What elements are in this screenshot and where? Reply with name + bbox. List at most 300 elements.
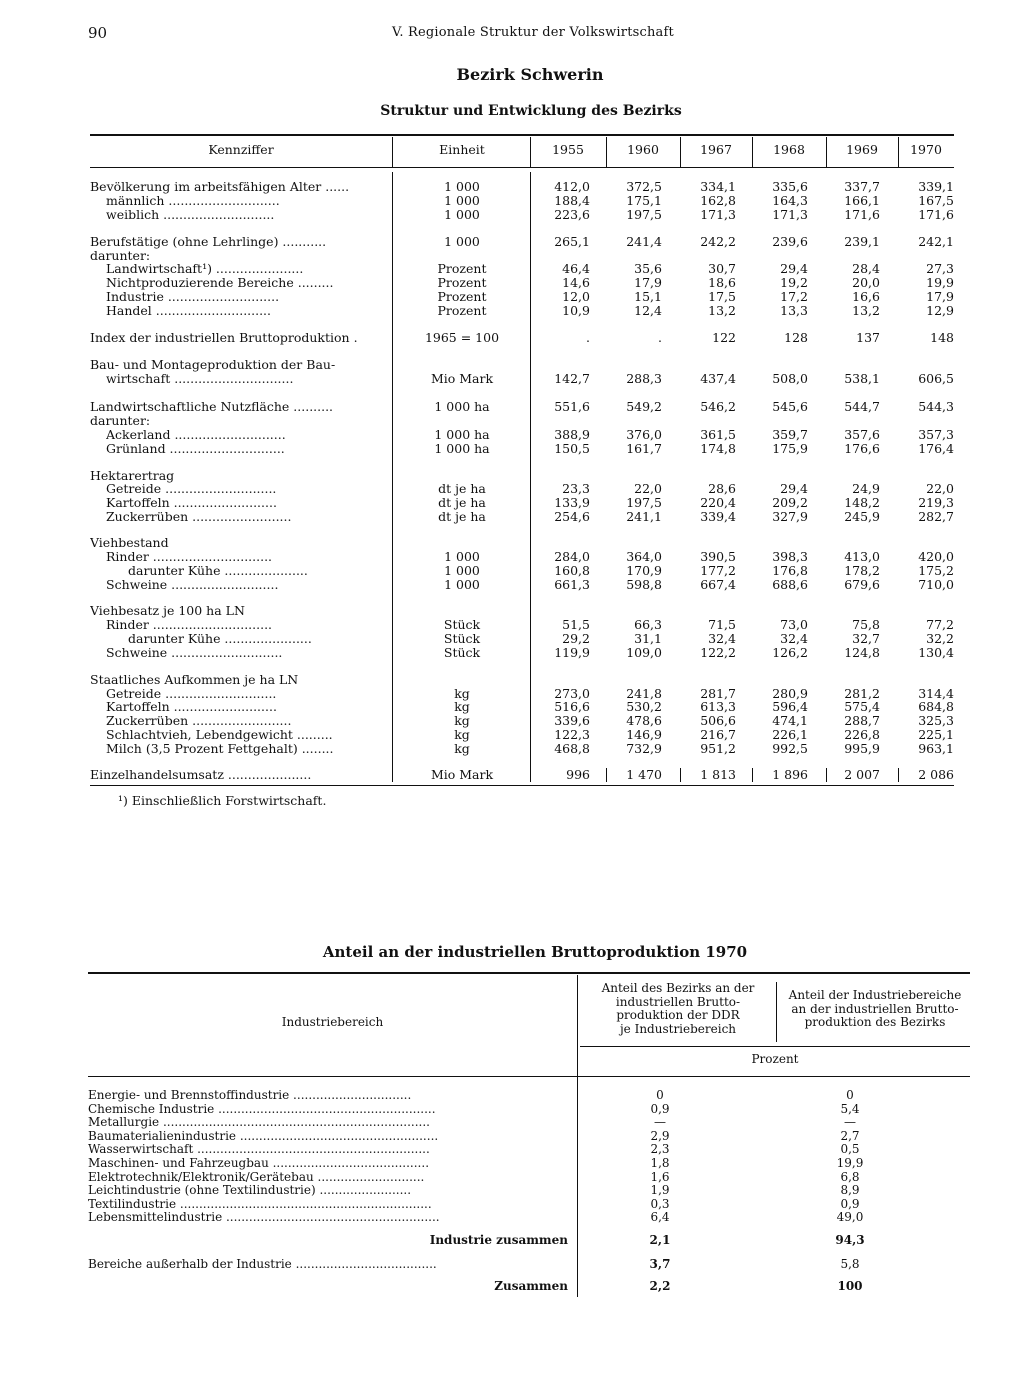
row-label: darunter Kühe ...................... xyxy=(128,632,312,646)
row-unit: Prozent xyxy=(437,289,487,304)
row-label: wirtschaft .............................. xyxy=(106,372,294,386)
industry-row-label: Baumaterialienindustrie .................................................... xyxy=(88,1129,439,1143)
value-cell: 13,3 xyxy=(780,303,808,318)
value-cell: 598,8 xyxy=(626,577,662,592)
col-header-anteil-industriebereiche xyxy=(778,989,972,1030)
industry-value-a: 6,4 xyxy=(650,1210,670,1224)
industry-value-b: 5,4 xyxy=(840,1102,860,1116)
row-label: männlich ............................ xyxy=(106,194,280,208)
value-cell: 188,4 xyxy=(554,193,590,208)
value-cell: 361,5 xyxy=(700,427,736,442)
value-cell: 197,5 xyxy=(626,207,662,222)
industry-value-a: 1,9 xyxy=(650,1183,670,1197)
running-header: V. Regionale Struktur der Volkswirtschaft xyxy=(392,25,674,40)
row-unit: dt je ha xyxy=(438,481,486,496)
value-cell: 13,2 xyxy=(708,303,736,318)
value-cell: 32,4 xyxy=(780,631,808,646)
value-cell: 388,9 xyxy=(554,427,590,442)
value-cell: 51,5 xyxy=(562,617,590,632)
value-cell: 661,3 xyxy=(554,577,590,592)
value-cell: 209,2 xyxy=(772,495,808,510)
value-cell: 282,7 xyxy=(918,509,954,524)
value-cell: 124,8 xyxy=(844,645,880,660)
value-cell: 963,1 xyxy=(918,741,954,756)
row-label: Zuckerrüben ......................... xyxy=(106,510,292,524)
grand-total-value-a: 2,2 xyxy=(649,1279,671,1293)
value-cell: 530,2 xyxy=(626,699,662,714)
value-cell: 613,3 xyxy=(700,699,736,714)
value-cell: 216,7 xyxy=(700,727,736,742)
header-line: produktion der DDR xyxy=(616,1008,740,1022)
value-cell: 364,0 xyxy=(626,549,662,564)
industry-value-b: 0,9 xyxy=(840,1197,860,1211)
value-cell: 166,1 xyxy=(844,193,880,208)
value-cell: 73,0 xyxy=(780,617,808,632)
industry-row-label: Metallurgie ...................................................................... xyxy=(88,1115,430,1129)
value-cell: 992,5 xyxy=(772,741,808,756)
row-label: Hektarertrag xyxy=(90,469,175,483)
value-cell: 239,1 xyxy=(844,234,880,249)
value-cell: 241,1 xyxy=(626,509,662,524)
row-label: Index der industriellen Bruttoproduktion . xyxy=(90,331,358,345)
value-cell: . xyxy=(586,330,590,345)
row-unit: kg xyxy=(454,699,470,714)
outside-industry-value-b: 5,8 xyxy=(840,1257,860,1271)
col-header-year: 1955 xyxy=(552,142,584,157)
value-cell: 171,6 xyxy=(844,207,880,222)
value-cell: 171,6 xyxy=(918,207,954,222)
row-unit: kg xyxy=(454,713,470,728)
industry-row-label: Textilindustrie .................................................................. xyxy=(88,1197,432,1211)
value-cell: 241,4 xyxy=(626,234,662,249)
value-cell: 688,6 xyxy=(772,577,808,592)
header-line: je Industriebereich xyxy=(619,1021,737,1036)
value-cell: 133,9 xyxy=(554,495,590,510)
value-cell: 273,0 xyxy=(554,686,590,701)
header-line: produktion des Bezirks xyxy=(804,1015,946,1029)
value-cell: 219,3 xyxy=(918,495,954,510)
industry-row-label: Energie- und Brennstoffindustrie ............................... xyxy=(88,1088,412,1102)
value-cell: 241,8 xyxy=(626,686,662,701)
value-cell: 325,3 xyxy=(918,713,954,728)
value-cell: 12,9 xyxy=(926,303,954,318)
value-cell: 684,8 xyxy=(918,699,954,714)
industry-value-a: — xyxy=(654,1115,666,1129)
row-label: Landwirtschaftliche Nutzfläche .......... xyxy=(90,400,334,414)
value-cell: 122 xyxy=(712,330,736,345)
industry-value-b: — xyxy=(844,1115,856,1129)
industry-row-label: Leichtindustrie (ohne Textilindustrie) ........................ xyxy=(88,1183,412,1197)
value-cell: 288,3 xyxy=(626,371,662,386)
total-industry-value-a: 2,1 xyxy=(649,1233,671,1247)
industry-value-b: 6,8 xyxy=(840,1170,860,1184)
col-header-year: 1969 xyxy=(846,142,878,157)
industry-value-b: 2,7 xyxy=(840,1129,860,1143)
industry-row-label: Chemische Industrie ......................................................... xyxy=(88,1102,436,1116)
row-label: Grünland ............................. xyxy=(106,442,285,456)
value-cell: 177,2 xyxy=(700,563,736,578)
industry-value-a: 2,9 xyxy=(650,1129,670,1143)
table1-header-rule xyxy=(90,167,954,168)
value-cell: 122,3 xyxy=(554,727,590,742)
table2-header-rule xyxy=(88,1076,970,1077)
row-label: Industrie ............................ xyxy=(106,290,280,304)
value-cell: 376,0 xyxy=(626,427,662,442)
value-cell: 29,2 xyxy=(562,631,590,646)
page-number: 90 xyxy=(88,24,108,42)
row-unit: 1 000 xyxy=(444,193,480,208)
header-line: an der industriellen Brutto- xyxy=(791,1001,959,1016)
value-cell: 122,2 xyxy=(700,645,736,660)
value-cell: 254,6 xyxy=(554,509,590,524)
row-unit: Prozent xyxy=(437,303,487,318)
value-cell: 996 xyxy=(566,767,590,782)
value-cell: 549,2 xyxy=(626,399,662,414)
value-cell: 265,1 xyxy=(554,234,590,249)
row-unit: kg xyxy=(454,727,470,742)
col-header-anteil-bezirk xyxy=(580,982,776,1036)
value-cell: 544,3 xyxy=(918,399,954,414)
value-cell: 20,0 xyxy=(852,275,880,290)
value-cell: 16,6 xyxy=(852,289,880,304)
value-cell: 413,0 xyxy=(844,549,880,564)
value-cell: 174,8 xyxy=(700,441,736,456)
col-header-year: 1960 xyxy=(627,142,659,157)
value-cell: 109,0 xyxy=(626,645,662,660)
value-cell: 17,9 xyxy=(926,289,954,304)
value-cell: 32,7 xyxy=(852,631,880,646)
row-label: Einzelhandelsumsatz ..................... xyxy=(90,768,312,782)
row-unit: Prozent xyxy=(437,275,487,290)
value-cell: 339,4 xyxy=(700,509,736,524)
row-unit: 1965 = 100 xyxy=(424,330,500,345)
grand-total-value-b: 100 xyxy=(837,1279,863,1293)
value-cell: 30,7 xyxy=(708,261,736,276)
row-unit: 1 000 ha xyxy=(434,399,490,414)
value-cell: 167,5 xyxy=(918,193,954,208)
grand-total-label: Zusammen xyxy=(494,1279,568,1293)
value-cell: 175,9 xyxy=(772,441,808,456)
value-cell: 32,4 xyxy=(708,631,736,646)
table2-divider xyxy=(776,982,777,1042)
value-cell: 46,4 xyxy=(562,261,590,276)
value-cell: 544,7 xyxy=(844,399,880,414)
row-label: Bevölkerung im arbeitsfähigen Alter ...... xyxy=(90,180,350,194)
value-cell: 32,2 xyxy=(926,631,954,646)
industry-value-a: 0,3 xyxy=(650,1197,670,1211)
value-cell: 12,0 xyxy=(562,289,590,304)
value-cell: 19,9 xyxy=(926,275,954,290)
value-cell: 71,5 xyxy=(708,617,736,632)
value-cell: 732,9 xyxy=(626,741,662,756)
industry-row-label: Wasserwirtschaft ............................................................. xyxy=(88,1142,430,1156)
row-unit: Stück xyxy=(443,645,481,660)
value-cell: 128 xyxy=(784,330,808,345)
value-cell: 176,6 xyxy=(844,441,880,456)
value-cell: 197,5 xyxy=(626,495,662,510)
row-unit: Stück xyxy=(443,617,481,632)
value-cell: 710,0 xyxy=(918,577,954,592)
value-cell: 357,3 xyxy=(918,427,954,442)
row-label: Getreide ............................ xyxy=(106,482,277,496)
value-cell: 390,5 xyxy=(700,549,736,564)
value-cell: 161,7 xyxy=(626,441,662,456)
row-label: Berufstätige (ohne Lehrlinge) ........... xyxy=(90,235,327,249)
value-cell: 28,6 xyxy=(708,481,736,496)
industry-value-b: 49,0 xyxy=(836,1210,864,1224)
value-cell: 327,9 xyxy=(772,509,808,524)
row-unit: 1 000 xyxy=(444,207,480,222)
value-cell: 164,3 xyxy=(772,193,808,208)
row-unit: dt je ha xyxy=(438,509,486,524)
row-unit: 1 000 ha xyxy=(434,427,490,442)
outside-industry-value-a: 3,7 xyxy=(649,1257,671,1271)
unit-header-prozent: Prozent xyxy=(751,1052,799,1066)
value-cell: 337,7 xyxy=(844,179,880,194)
row-label: Zuckerrüben ......................... xyxy=(106,714,292,728)
table2-title: Anteil an der industriellen Bruttoproduktion 1970 xyxy=(322,943,748,961)
value-cell: 17,5 xyxy=(708,289,736,304)
row-unit: 1 000 ha xyxy=(434,441,490,456)
row-unit: 1 000 xyxy=(444,234,480,249)
row-label: Milch (3,5 Prozent Fettgehalt) ........ xyxy=(106,742,334,756)
value-cell: 242,1 xyxy=(918,234,954,249)
value-cell: 175,2 xyxy=(918,563,954,578)
col-header-industriebereich: Industriebereich xyxy=(281,1015,384,1029)
value-cell: 19,2 xyxy=(780,275,808,290)
value-cell: 17,9 xyxy=(634,275,662,290)
value-cell: 546,2 xyxy=(700,399,736,414)
value-cell: 281,7 xyxy=(700,686,736,701)
total-industry-value-b: 94,3 xyxy=(835,1233,865,1247)
value-cell: 478,6 xyxy=(626,713,662,728)
value-cell: 18,6 xyxy=(708,275,736,290)
table1-title: Struktur und Entwicklung des Bezirks xyxy=(380,103,682,119)
value-cell: 226,1 xyxy=(772,727,808,742)
row-unit: dt je ha xyxy=(438,495,486,510)
value-cell: 280,9 xyxy=(772,686,808,701)
value-cell: 178,2 xyxy=(844,563,880,578)
value-cell: 171,3 xyxy=(700,207,736,222)
row-unit: Mio Mark xyxy=(430,371,494,386)
industry-value-b: 0 xyxy=(846,1088,854,1102)
value-cell: 24,9 xyxy=(852,481,880,496)
value-cell: 359,7 xyxy=(772,427,808,442)
row-label: weiblich ............................ xyxy=(106,208,275,222)
value-cell: 176,4 xyxy=(918,441,954,456)
value-cell: 506,6 xyxy=(700,713,736,728)
value-cell: 226,8 xyxy=(844,727,880,742)
header-line: Anteil des Bezirks an der xyxy=(601,981,755,995)
industry-value-a: 0 xyxy=(656,1088,664,1102)
row-label: Getreide ............................ xyxy=(106,687,277,701)
value-cell: 468,8 xyxy=(554,741,590,756)
value-cell: 551,6 xyxy=(554,399,590,414)
value-cell: 142,7 xyxy=(554,371,590,386)
row-unit: Stück xyxy=(443,631,481,646)
value-cell: 516,6 xyxy=(554,699,590,714)
footnote: ¹) Einschließlich Forstwirtschaft. xyxy=(118,793,327,808)
value-cell: 575,4 xyxy=(844,699,880,714)
industry-value-a: 2,3 xyxy=(650,1142,670,1156)
value-cell: 538,1 xyxy=(844,371,880,386)
col-header-year: 1970 xyxy=(910,142,942,157)
table1-top-rule xyxy=(90,134,954,136)
value-cell: 1 813 xyxy=(700,767,736,782)
industry-row-label: Maschinen- und Fahrzeugbau ......................................... xyxy=(88,1156,430,1170)
row-label: darunter: xyxy=(90,414,151,428)
row-label: Viehbestand xyxy=(90,536,169,550)
value-cell: 148,2 xyxy=(844,495,880,510)
value-cell: 13,2 xyxy=(852,303,880,318)
value-cell: 148 xyxy=(930,330,954,345)
value-cell: 334,1 xyxy=(700,179,736,194)
value-cell: 242,2 xyxy=(700,234,736,249)
value-cell: 281,2 xyxy=(844,686,880,701)
value-cell: 225,1 xyxy=(918,727,954,742)
value-cell: 77,2 xyxy=(926,617,954,632)
table2-divider xyxy=(577,975,578,1297)
value-cell: 339,1 xyxy=(918,179,954,194)
industry-row-label: Lebensmittelindustrie ........................................................ xyxy=(88,1210,440,1224)
row-label: Staatliches Aufkommen je ha LN xyxy=(90,673,299,687)
industry-row-label: Elektrotechnik/Elektronik/Gerätebau ............................ xyxy=(88,1170,425,1184)
table2-mid-rule xyxy=(580,1046,970,1047)
industry-value-a: 0,9 xyxy=(650,1102,670,1116)
total-industry-label: Industrie zusammen xyxy=(429,1233,568,1247)
value-cell: 160,8 xyxy=(554,563,590,578)
value-cell: 357,6 xyxy=(844,427,880,442)
value-cell: 1 896 xyxy=(772,767,808,782)
outside-industry-label: Bereiche außerhalb der Industrie ..................................... xyxy=(88,1257,437,1271)
value-cell: 162,8 xyxy=(700,193,736,208)
value-cell: 171,3 xyxy=(772,207,808,222)
value-cell: 667,4 xyxy=(700,577,736,592)
industry-value-b: 19,9 xyxy=(836,1156,864,1170)
row-unit: 1 000 xyxy=(444,179,480,194)
value-cell: 437,4 xyxy=(700,371,736,386)
value-cell: 223,6 xyxy=(554,207,590,222)
value-cell: 176,8 xyxy=(772,563,808,578)
value-cell: 119,9 xyxy=(554,645,590,660)
col-header-year: 1967 xyxy=(700,142,732,157)
value-cell: 12,4 xyxy=(634,303,662,318)
row-label: Kartoffeln .......................... xyxy=(106,700,277,714)
value-cell: 175,1 xyxy=(626,193,662,208)
value-cell: 239,6 xyxy=(772,234,808,249)
industry-value-a: 1,8 xyxy=(650,1156,670,1170)
header-line: industriellen Brutto- xyxy=(615,994,741,1009)
row-unit: 1 000 xyxy=(444,563,480,578)
value-cell: 22,0 xyxy=(926,481,954,496)
row-label: Kartoffeln .......................... xyxy=(106,496,277,510)
value-cell: 22,0 xyxy=(634,481,662,496)
row-label: Schweine ............................ xyxy=(106,646,283,660)
industry-value-b: 0,5 xyxy=(840,1142,860,1156)
value-cell: 372,5 xyxy=(626,179,662,194)
table2-top-rule xyxy=(88,972,970,974)
value-cell: 23,3 xyxy=(562,481,590,496)
row-label: Viehbesatz je 100 ha LN xyxy=(90,604,245,618)
value-cell: 220,4 xyxy=(700,495,736,510)
table1-bottom-rule xyxy=(90,785,954,786)
row-unit: kg xyxy=(454,741,470,756)
page-title: Bezirk Schwerin xyxy=(456,65,604,84)
industry-value-b: 8,9 xyxy=(840,1183,860,1197)
value-cell: 335,6 xyxy=(772,179,808,194)
value-cell: 10,9 xyxy=(562,303,590,318)
value-cell: 314,4 xyxy=(918,686,954,701)
value-cell: 75,8 xyxy=(852,617,880,632)
row-label: Schweine ........................... xyxy=(106,578,279,592)
value-cell: 14,6 xyxy=(562,275,590,290)
row-unit: 1 000 xyxy=(444,549,480,564)
row-label: Rinder .............................. xyxy=(106,550,273,564)
value-cell: 15,1 xyxy=(634,289,662,304)
value-cell: 420,0 xyxy=(918,549,954,564)
value-cell: 545,6 xyxy=(772,399,808,414)
value-cell: 412,0 xyxy=(554,179,590,194)
row-label: Nichtproduzierende Bereiche ......... xyxy=(106,276,334,290)
value-cell: 170,9 xyxy=(626,563,662,578)
value-cell: 130,4 xyxy=(918,645,954,660)
col-header-year: 1968 xyxy=(773,142,805,157)
value-cell: 28,4 xyxy=(852,261,880,276)
col-header-einheit: Einheit xyxy=(439,142,485,157)
value-cell: 339,6 xyxy=(554,713,590,728)
value-cell: 508,0 xyxy=(772,371,808,386)
row-unit: 1 000 xyxy=(444,577,480,592)
value-cell: 995,9 xyxy=(844,741,880,756)
row-label: Handel ............................. xyxy=(106,304,272,318)
value-cell: 284,0 xyxy=(554,549,590,564)
row-label: Landwirtschaft¹) ...................... xyxy=(106,262,304,276)
value-cell: 35,6 xyxy=(634,261,662,276)
row-unit: Prozent xyxy=(437,261,487,276)
value-cell: 2 086 xyxy=(918,767,954,782)
value-cell: 245,9 xyxy=(844,509,880,524)
value-cell: 679,6 xyxy=(844,577,880,592)
value-cell: . xyxy=(658,330,662,345)
value-cell: 2 007 xyxy=(844,767,880,782)
header-line: Anteil der Industriebereiche xyxy=(788,988,962,1002)
value-cell: 474,1 xyxy=(772,713,808,728)
value-cell: 146,9 xyxy=(626,727,662,742)
value-cell: 29,4 xyxy=(780,261,808,276)
row-label: Bau- und Montageproduktion der Bau- xyxy=(90,358,336,372)
row-label: Rinder .............................. xyxy=(106,618,273,632)
value-cell: 126,2 xyxy=(772,645,808,660)
value-cell: 137 xyxy=(856,330,880,345)
value-cell: 31,1 xyxy=(634,631,662,646)
row-unit: kg xyxy=(454,686,470,701)
row-label: Ackerland ............................ xyxy=(106,428,286,442)
row-label: darunter: xyxy=(90,249,151,263)
col-header-kennziffer: Kennziffer xyxy=(208,142,274,157)
value-cell: 596,4 xyxy=(772,699,808,714)
value-cell: 17,2 xyxy=(780,289,808,304)
industry-value-a: 1,6 xyxy=(650,1170,670,1184)
row-label: Schlachtvieh, Lebendgewicht ......... xyxy=(106,728,333,742)
value-cell: 27,3 xyxy=(926,261,954,276)
row-label: darunter Kühe ..................... xyxy=(128,564,308,578)
value-cell: 951,2 xyxy=(700,741,736,756)
value-cell: 66,3 xyxy=(634,617,662,632)
value-cell: 29,4 xyxy=(780,481,808,496)
value-cell: 398,3 xyxy=(772,549,808,564)
value-cell: 150,5 xyxy=(554,441,590,456)
value-cell: 1 470 xyxy=(626,767,662,782)
